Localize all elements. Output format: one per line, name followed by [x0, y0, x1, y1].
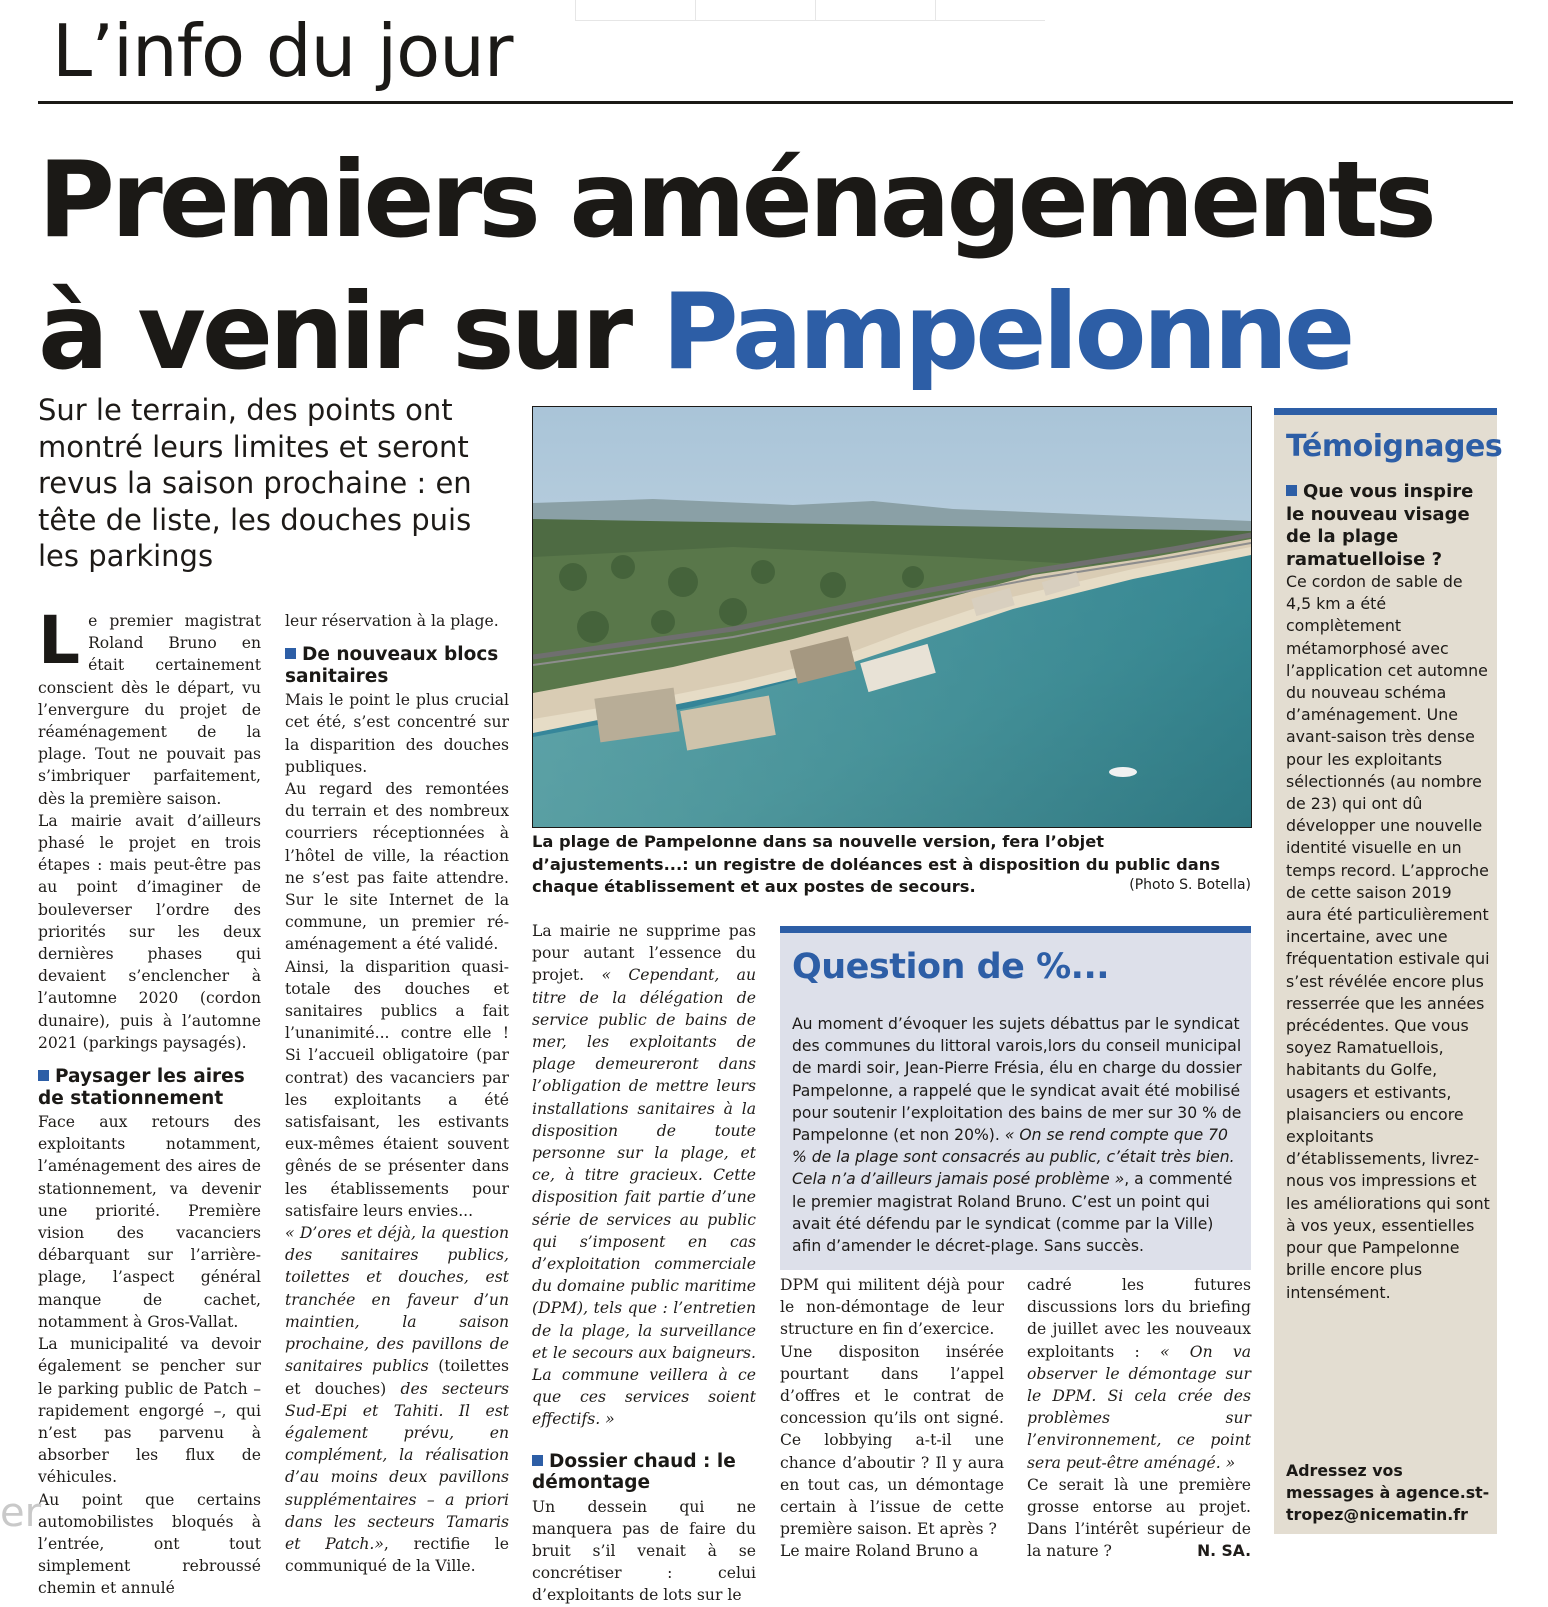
col5-paragraph-1: cadré les futures discussions lors du briefing de juillet avec les nouveaux exploitants : « On va observer le démontage sur le DPM. Si cela crée des problèmes sur l’environnement, ce point sera peut-être aménagé. » — [1027, 1276, 1251, 1472]
article-lead: Sur le terrain, des points ont montré leurs limites et seront revus la saison prochaine : en tête de liste, les douches puis les parkings — [38, 393, 472, 573]
edge-text-fragment: er — [0, 1490, 42, 1536]
sidebar-contact: Adressez vos messages à agence.st-tropez@nicematin.fr — [1286, 1461, 1490, 1525]
square-bullet-icon — [1286, 485, 1297, 496]
rubric-rule — [38, 101, 1513, 104]
headline-accent: Pampelonne — [661, 271, 1352, 393]
col1-paragraph-1: e premier magistrat Roland Bruno en était certainement conscient dès le départ, vu l’envergure du projet de réaménagement de la plage. Tout ne pouvait pas s’imbriquer parfaitement, dès la première saison. — [38, 612, 261, 808]
article-column-2 — [285, 610, 509, 1577]
square-bullet-icon — [532, 1455, 543, 1466]
square-bullet-icon — [285, 648, 296, 659]
col1-paragraph-2: La mairie avait d’ailleurs phasé le projet en trois étapes : mais peut-être pas au point d’imaginer de bouleverser l’ordre des priorités sur les deux dernières phases qui devaient s’enclencher à l’automne 2020 (cordon dunaire), puis à l’automne 2021 (parkings paysagés). — [38, 811, 261, 1052]
question-box — [780, 926, 1251, 1270]
headline — [38, 134, 1433, 398]
top-rule-grid — [575, 0, 1045, 21]
sidebar-title: Témoignages — [1286, 429, 1503, 464]
col4-paragraph-2: Une dispositon insérée pourtant dans l’appel d’offres et le contrat de concession qu’ils ont signé. Ce lobbying a-t-il une chance d’aboutir ? Il y aura en tout cas, un démontage certain à l’issue de cette première saison. Et après ? — [780, 1342, 1004, 1539]
col1-paragraph-4: La municipalité va devoir également se pencher sur le parking public de Patch – rapidement engorgé –, qui n’est pas parvenu à absorber les flux de véhicules. — [38, 1335, 261, 1487]
col1-paragraph-3: Face aux retours des exploitants notamment, l’aménagement des aires de stationnement, va devenir une priorité. Première vision des vacanciers débarquant sur l’arrière-plage, l’aspect général manque de cachet, notamment à Gros-Vallat. — [38, 1113, 261, 1331]
col1-paragraph-5: Au point que certains automobilistes bloqués à l’entrée, ont tout simplement rebroussé chemin et annulé — [38, 1490, 261, 1598]
article-column-5 — [1027, 1274, 1251, 1563]
photo-caption: La plage de Pampelonne dans sa nouvelle version, fera l’objet d’ajustements...: un registre de doléances est à disposition du public dans chaque établissement et aux postes de secours. — [532, 832, 1221, 896]
col2-paragraph-1: leur réservation à la plage. — [285, 612, 499, 630]
drop-cap: L — [38, 602, 81, 679]
question-box-body: Au moment d’évoquer les sujets débattus par le syndicat des communes du littoral varois,lors du conseil municipal de mardi soir, Jean-Pierre Frésia, élu en charge du dossier Pampelonne, a rappelé que le syndicat avait été mobilisé pour soutenir l’exploitation des bains de mer sur 30 % de Pampelonne (et non 20%). « On se rend compte que 70 % de la plage sont consacrés au public, c’était très bien. Cela n’a d’ailleurs jamais posé problème », a commenté le premier magistrat Roland Bruno. C’est un point qui avait été défendu par le syndicat (comme par la Ville) afin d’amender le décret-plage. Sans succès. — [792, 1015, 1242, 1256]
headline-prefix: à venir sur — [38, 271, 662, 393]
sidebar-question: Que vous inspire le nouveau visage de la plage ramatuelloise ? — [1286, 481, 1474, 570]
col2-paragraph-5: « D’ores et déjà, la question des sanitaires publics, toilettes et douches, est tranchée en faveur d’un maintien, la saison prochaine, des pavillons de sanitaires publics (toilettes et douches) des secteurs Sud-Epi et Tahiti. Il est également prévu, en complément, la réalisation d’au moins deux pavillons supplémentaires – a priori dans les secteurs Tamaris et Patch.», rectifie le communiqué de la Ville. — [285, 1224, 509, 1576]
question-box-title: Question de %... — [792, 947, 1110, 987]
col4-paragraph-3: Le maire Roland Bruno a — [780, 1542, 979, 1561]
rubric-title: L’info du jour — [52, 9, 513, 93]
col5-paragraph-2: Ce serait là une première grosse entorse au projet. Dans l’intérêt supérieur de la nature ? N. SA. — [1027, 1474, 1251, 1563]
beach-aerial-photo — [532, 406, 1252, 828]
col2-paragraph-3: Au regard des remontées du terrain et des nombreux courriers réceptionnées à l’hôtel de ville, la réaction ne s’est pas faite attendre. Sur le site Internet de la commune, un premier ré-aménagement a été validé. — [285, 780, 509, 954]
article-column-1 — [38, 602, 261, 1600]
col3-paragraph-2: Un dessein qui ne manquera pas de faire du bruit s’il venait à se concrétiser : celui d’exploitants de lots sur le — [532, 1497, 756, 1605]
col2-paragraph-4: Ainsi, la disparition quasi-totale des douches et sanitaires publics a fait l’unanimité... contre elle ! Si l’accueil obligatoire (par contrat) des vacanciers par les exploitants a été satisfaisant, les estivants eux-mêmes étaient souvent gênés de se présenter dans les établissements pour satisfaire leurs envies... — [285, 957, 509, 1220]
subheading-demontage: Dossier chaud : le démontage — [532, 1450, 736, 1494]
headline-line2 — [38, 266, 1433, 398]
article-column-4 — [780, 1274, 1004, 1563]
subheading-sanitaires: De nouveaux blocs sanitaires — [285, 644, 499, 687]
sidebar-body: Ce cordon de sable de 4,5 km a été complètement métamorphosé avec l’application cet automne du nouveau schéma d’aménagement. Une avant-saison très dense pour les exploitants sélectionnés (au nombre de 23) qui ont dû développer une nouvelle identité visuelle en un temps record. L’approche de cette saison 2019 aura été particulièrement incertaine, avec une fréquentation estivale qui s’est révélée encore plus resserrée que les années précédentes. Que vous soyez Ramatuellois, habitants du Golfe, usagers et estivants, plaisanciers ou encore exploitants d’établissements, livrez-nous vos impressions et les améliorations qui sont à vos yeux, essentielles pour que Pampelonne brille encore plus intensément. — [1286, 572, 1490, 1302]
square-bullet-icon — [38, 1070, 49, 1081]
photo-credit: (Photo S. Botella) — [1129, 877, 1251, 893]
subheading-parking: Paysager les aires de stationnement — [38, 1066, 245, 1109]
article-column-3 — [532, 920, 756, 1607]
testimonials-sidebar — [1274, 408, 1503, 1534]
col4-paragraph-1: DPM qui militent déjà pour le non-démontage de leur structure en fin d’exercice. — [780, 1276, 1004, 1339]
col2-paragraph-2: Mais le point le plus crucial cet été, s’est concentré sur la disparition des douches publiques. — [285, 691, 509, 776]
col3-paragraph-1: La mairie ne supprime pas pour autant l’essence du projet. « Cependant, au titre de la délégation de service public de bains de mer, les exploitants de plage demeureront dans l’obligation de mettre leurs installations sanitaires à la disposition de toute personne sur la plage, et ce, à titre gracieux. Cette disposition fait partie d’une série de services au public qui s’imposent en cas d’exploitation commerciale du domaine public maritime (DPM), tels que : l’entretien de la plage, la surveillance et le secours aux baigneurs. La commune veillera à ce que ces services soient effectifs. » — [532, 922, 756, 1429]
author-signature: N. SA. — [1197, 1542, 1251, 1561]
headline-line1: Premiers aménagements — [38, 139, 1433, 261]
